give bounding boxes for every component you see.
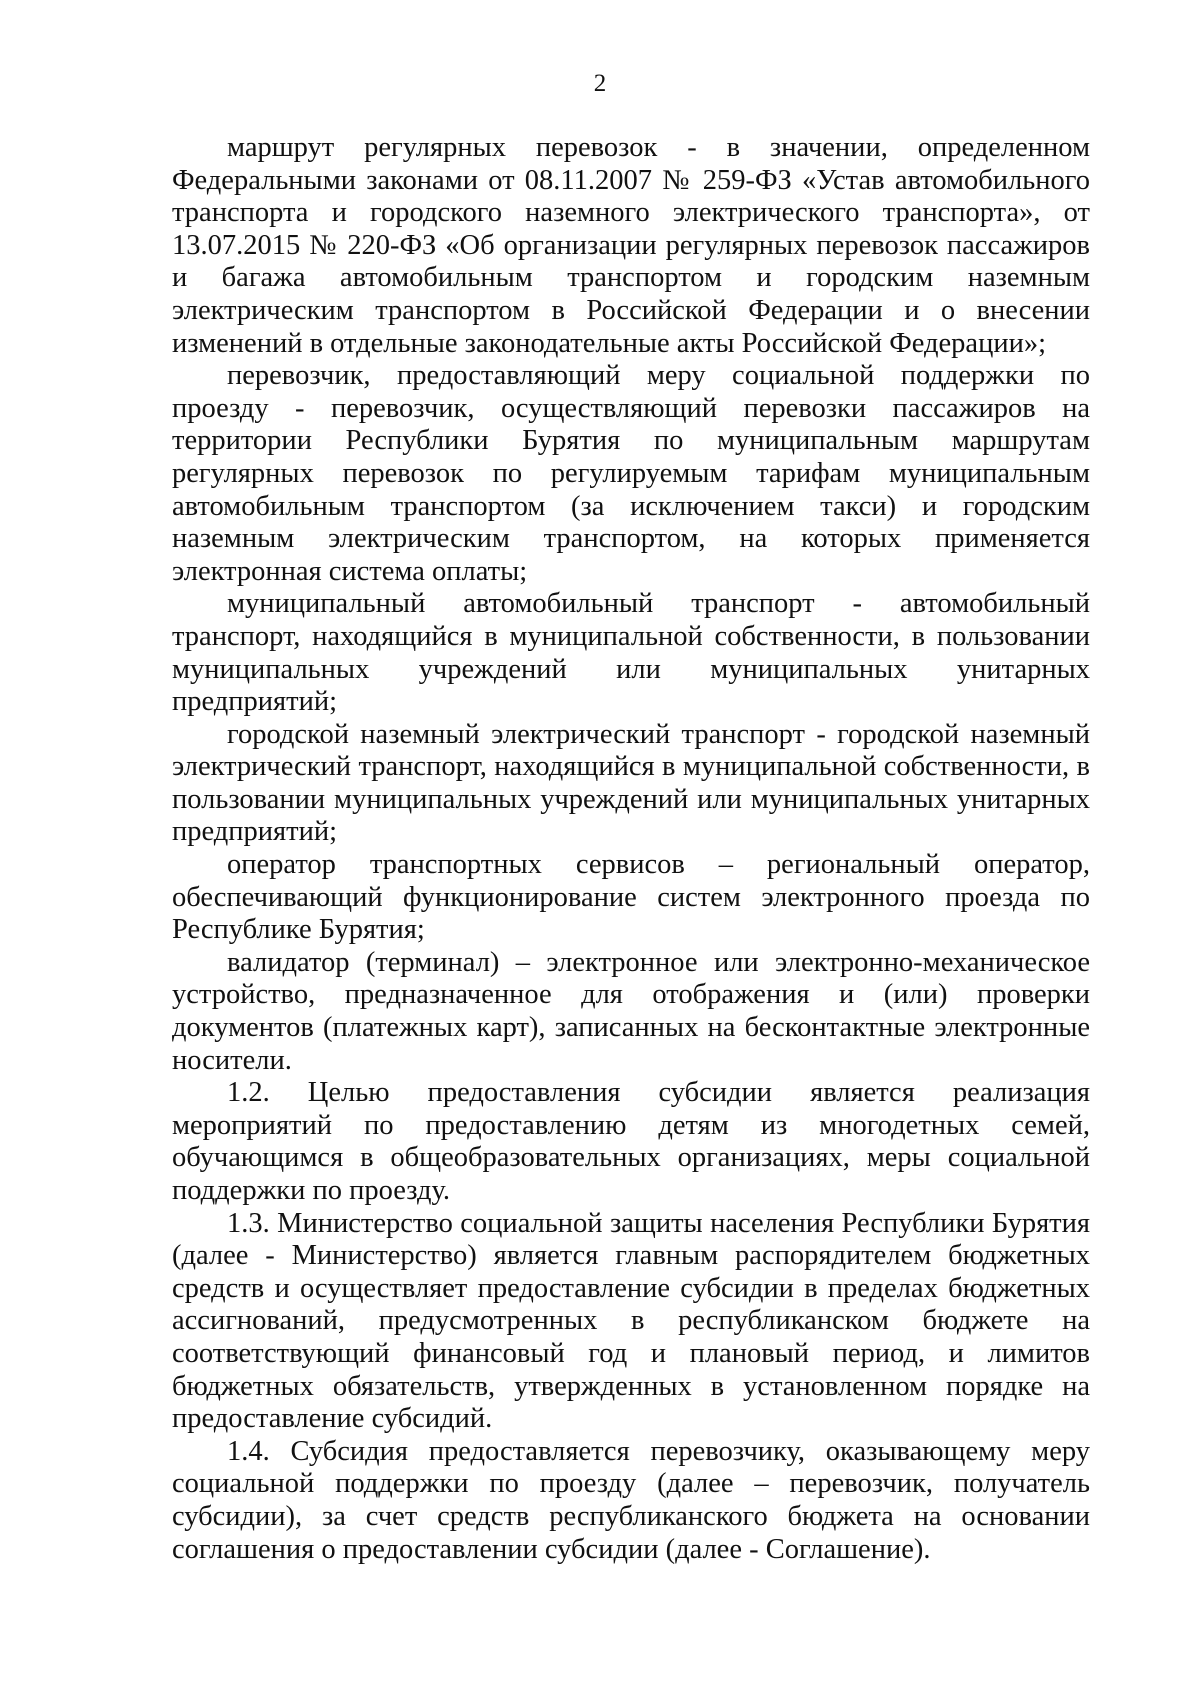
page-number: 2 xyxy=(593,70,607,97)
paragraph-validator-definition: валидатор (терминал) – электронное или электронно-механическое устройство, предназначенное для отображения и (или) проверки документов (платежных карт), записанных на бесконтактные электронные носители. xyxy=(172,946,1090,1076)
paragraph-operator-definition: оператор транспортных сервисов – региональный оператор, обеспечивающий функционирование систем электронного проезда по Республике Бурятия; xyxy=(172,849,1090,946)
paragraph-section-1-2: 1.2. Целью предоставления субсидии является реализация мероприятий по предоставлению детям из многодетных семей, обучающимся в общеобразовательных организациях, меры социальной поддержки по проезду. xyxy=(172,1077,1090,1206)
document-body xyxy=(172,132,1090,1566)
paragraph-section-1-3: 1.3. Министерство социальной защиты населения Республики Бурятия (далее - Министерство) является главным распорядителем бюджетных средств и осуществляет предоставление субсидии в пределах бюджетных ассигнований, предусмотренных в республиканском бюджете на соответствующий финансовый год и плановый период, и лимитов бюджетных обязательств, утвержденных в установленном порядке на предоставление субсидий. xyxy=(172,1207,1090,1435)
paragraph-section-1-4: 1.4. Субсидия предоставляется перевозчику, оказывающему меру социальной поддержки по проезду (далее – перевозчик, получатель субсидии), за счет средств республиканского бюджета на основании соглашения о предоставлении субсидии (далее - Соглашение). xyxy=(172,1435,1090,1565)
paragraph-electric-transport-definition: городской наземный электрический транспорт - городской наземный электрический транспорт, находящийся в муниципальной собственности, в пользовании муниципальных учреждений или муниципальных унитарных предприятий; xyxy=(172,718,1090,848)
paragraph-municipal-transport-definition: муниципальный автомобильный транспорт - автомобильный транспорт, находящийся в муниципальной собственности, в пользовании муниципальных учреждений или муниципальных унитарных предприятий; xyxy=(172,588,1090,718)
paragraph-route-definition: маршрут регулярных перевозок - в значении, определенном Федеральными законами от 08.11.2007 № 259-ФЗ «Устав автомобильного транспорта и городского наземного электрического транспорта», от 13.07.2015 № 220-ФЗ «Об организации регулярных перевозок пассажиров и багажа автомобильным транспортом и городским наземным электрическим транспортом в Российской Федерации и о внесении изменений в отдельные законодательные акты Российской Федерации»; xyxy=(172,132,1090,359)
paragraph-carrier-definition: перевозчик, предоставляющий меру социальной поддержки по проезду - перевозчик, осуществляющий перевозки пассажиров на территории Республики Бурятия по муниципальным маршрутам регулярных перевозок по регулируемым тарифам муниципальным автомобильным транспортом (за исключением такси) и городским наземным электрическим транспортом, на которых применяется электронная система оплаты; xyxy=(172,360,1090,587)
